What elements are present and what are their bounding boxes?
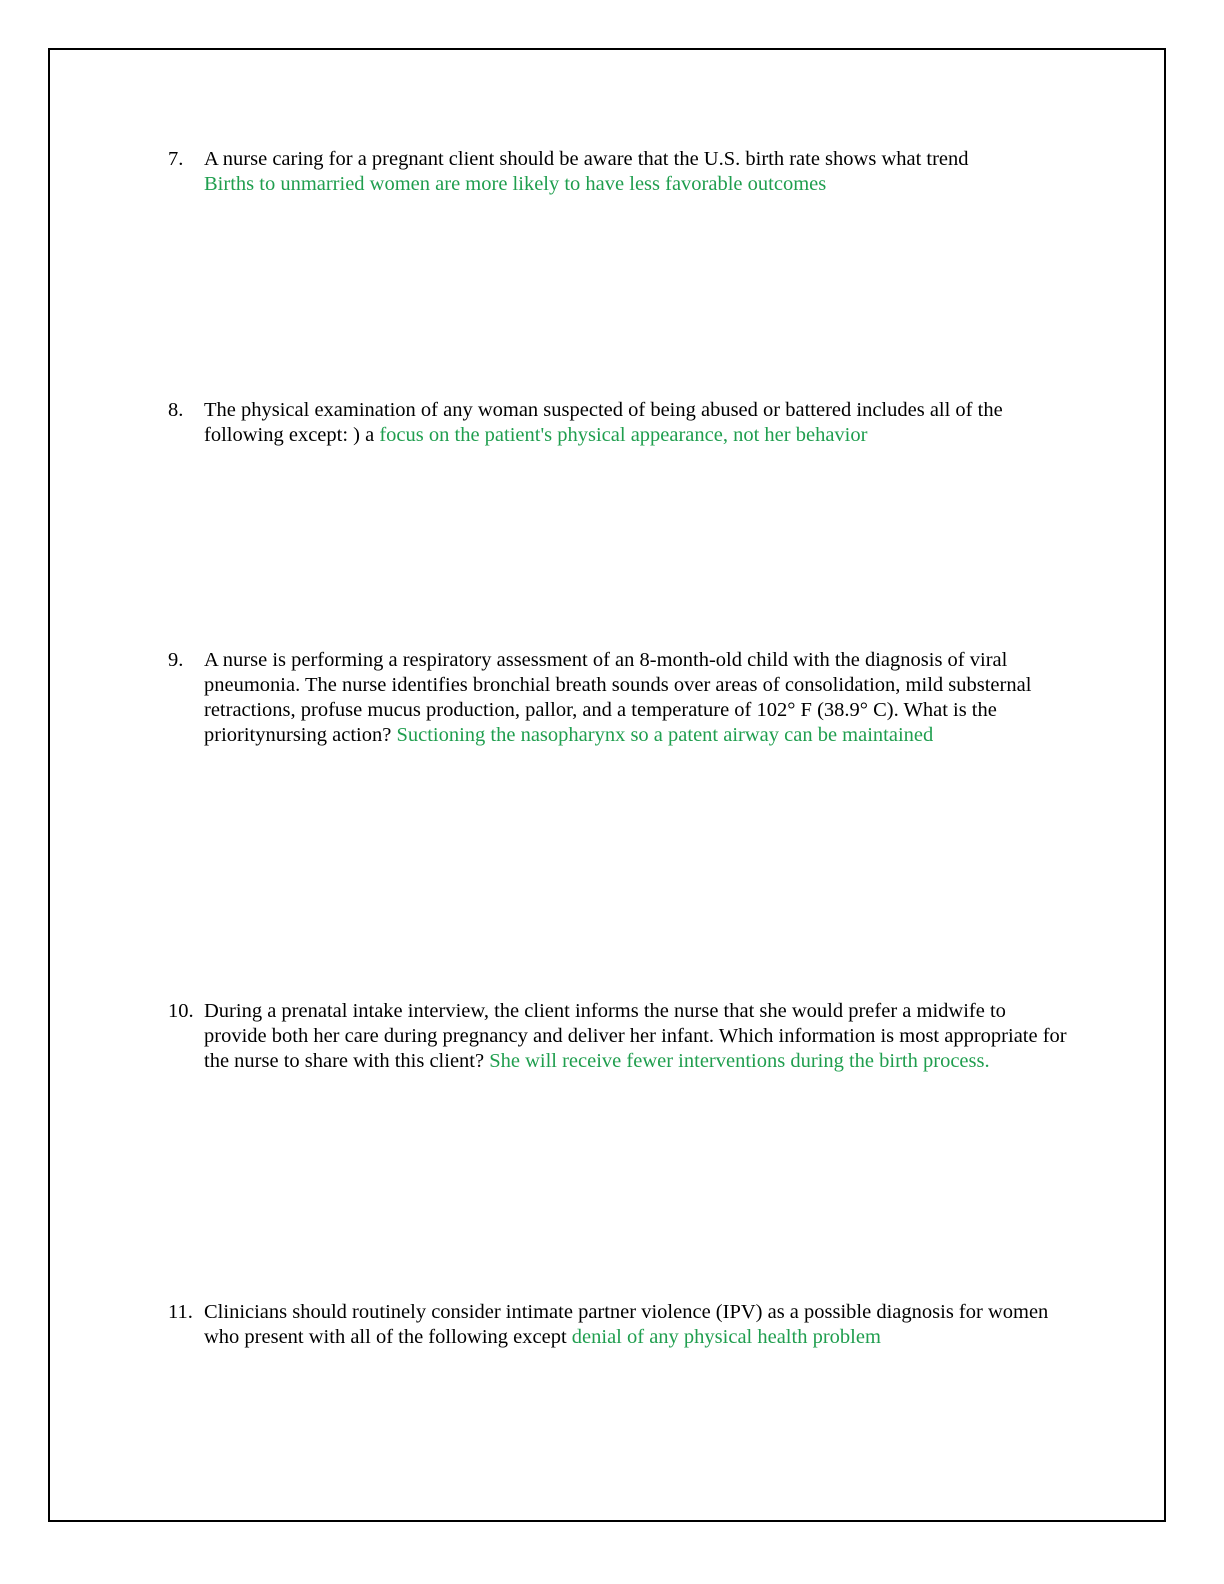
question-number: 8.: [168, 399, 184, 421]
question-text: A nurse is performing a respiratory assessment of an 8-month-old child with the diagnosis of viral pneumonia. The nurse identifies bronchial breath sounds over areas of consolidation, mild substernal retractions, profuse mucus production, pallor, and a temperature of 102° F (38.9° C). What is the prioritynursing action?: [204, 649, 1032, 746]
question-body: [204, 648, 1068, 748]
question-text: Clinicians should routinely consider intimate partner violence (IPV) as a possible diagnosis for women who present with all of the following except: [204, 1301, 1049, 1348]
question-number: 11.: [168, 1301, 193, 1323]
question-8: [168, 398, 1068, 448]
question-text: The physical examination of any woman suspected of being abused or battered includes all of the following except: ) a: [204, 399, 1003, 446]
question-body: [204, 147, 1068, 197]
question-number: 10.: [168, 1000, 194, 1022]
question-body: [204, 398, 1068, 448]
answer-text: Births to unmarried women are more likely to have less favorable outcomes: [204, 173, 827, 195]
question-number: 7.: [168, 148, 184, 170]
answer-text: She will receive fewer interventions during the birth process.: [489, 1050, 990, 1072]
question-number: 9.: [168, 649, 184, 671]
question-text: During a prenatal intake interview, the client informs the nurse that she would prefer a midwife to provide both her care during pregnancy and deliver her infant. Which information is most appropriate for the nurse to share with this client?: [204, 1000, 1067, 1072]
question-11: [168, 1300, 1068, 1350]
question-body: [204, 999, 1068, 1074]
answer-text: focus on the patient's physical appearance, not her behavior: [379, 424, 868, 446]
question-text: A nurse caring for a pregnant client should be aware that the U.S. birth rate shows what trend: [204, 148, 969, 170]
question-body: [204, 1300, 1068, 1350]
answer-text: Suctioning the nasopharynx so a patent airway can be maintained: [396, 724, 934, 746]
question-10: [168, 999, 1068, 1074]
answer-text: denial of any physical health problem: [571, 1326, 881, 1348]
question-9: [168, 648, 1068, 748]
question-7: [168, 147, 1068, 197]
